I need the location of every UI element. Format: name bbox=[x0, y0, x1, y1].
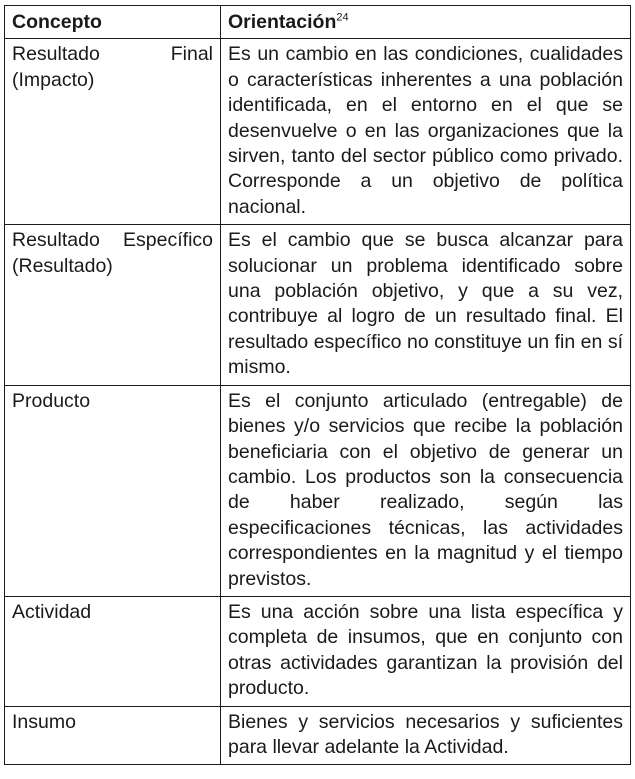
header-orientacion-label: Orientación bbox=[228, 11, 337, 33]
table-row bbox=[5, 706, 631, 765]
definition-cell: Es un cambio en las condiciones, cualidades o características inherentes a una población identificada, en el entorno en el que se desenvuelve o en las organizaciones que la sirven, tanto del sector público como privado. Corresponde a un objetivo de política nacional. bbox=[221, 39, 631, 225]
table-header-row bbox=[5, 6, 631, 39]
definition-cell: Es una acción sobre una lista específica y completa de insumos, que en conjunto con otras actividades garantizan la provisión del producto. bbox=[221, 596, 631, 706]
header-orientacion bbox=[221, 6, 631, 39]
table-row bbox=[5, 225, 631, 385]
concept-cell: Resultado Específico (Resultado) bbox=[5, 225, 221, 385]
definition-cell: Bienes y servicios necesarios y suficientes para llevar adelante la Actividad. bbox=[221, 706, 631, 765]
definition-cell: Es el cambio que se busca alcanzar para solucionar un problema identificado sobre una población objetivo, y que a su vez, contribuye al logro de un resultado final. El resultado específico no constituye un fin en sí mismo. bbox=[221, 225, 631, 385]
concept-cell: Insumo bbox=[5, 706, 221, 765]
table-row bbox=[5, 39, 631, 225]
footnote-marker: 24 bbox=[336, 11, 349, 24]
concept-cell: Actividad bbox=[5, 596, 221, 706]
header-concepto-label: Concepto bbox=[12, 11, 102, 33]
definition-cell: Es el conjunto articulado (entregable) de bienes y/o servicios que recibe la población beneficiaria con el objetivo de generar un cambio. Los productos son la consecuencia de haber realizado, según las especificaciones técnicas, las actividades correspondientes en la magnitud y el tiempo previstos. bbox=[221, 385, 631, 596]
table-row bbox=[5, 596, 631, 706]
concepts-table bbox=[4, 5, 631, 765]
table-row bbox=[5, 385, 631, 596]
header-concepto bbox=[5, 6, 221, 39]
concept-cell: Producto bbox=[5, 385, 221, 596]
concept-cell: Resultado Final (Impacto) bbox=[5, 39, 221, 225]
